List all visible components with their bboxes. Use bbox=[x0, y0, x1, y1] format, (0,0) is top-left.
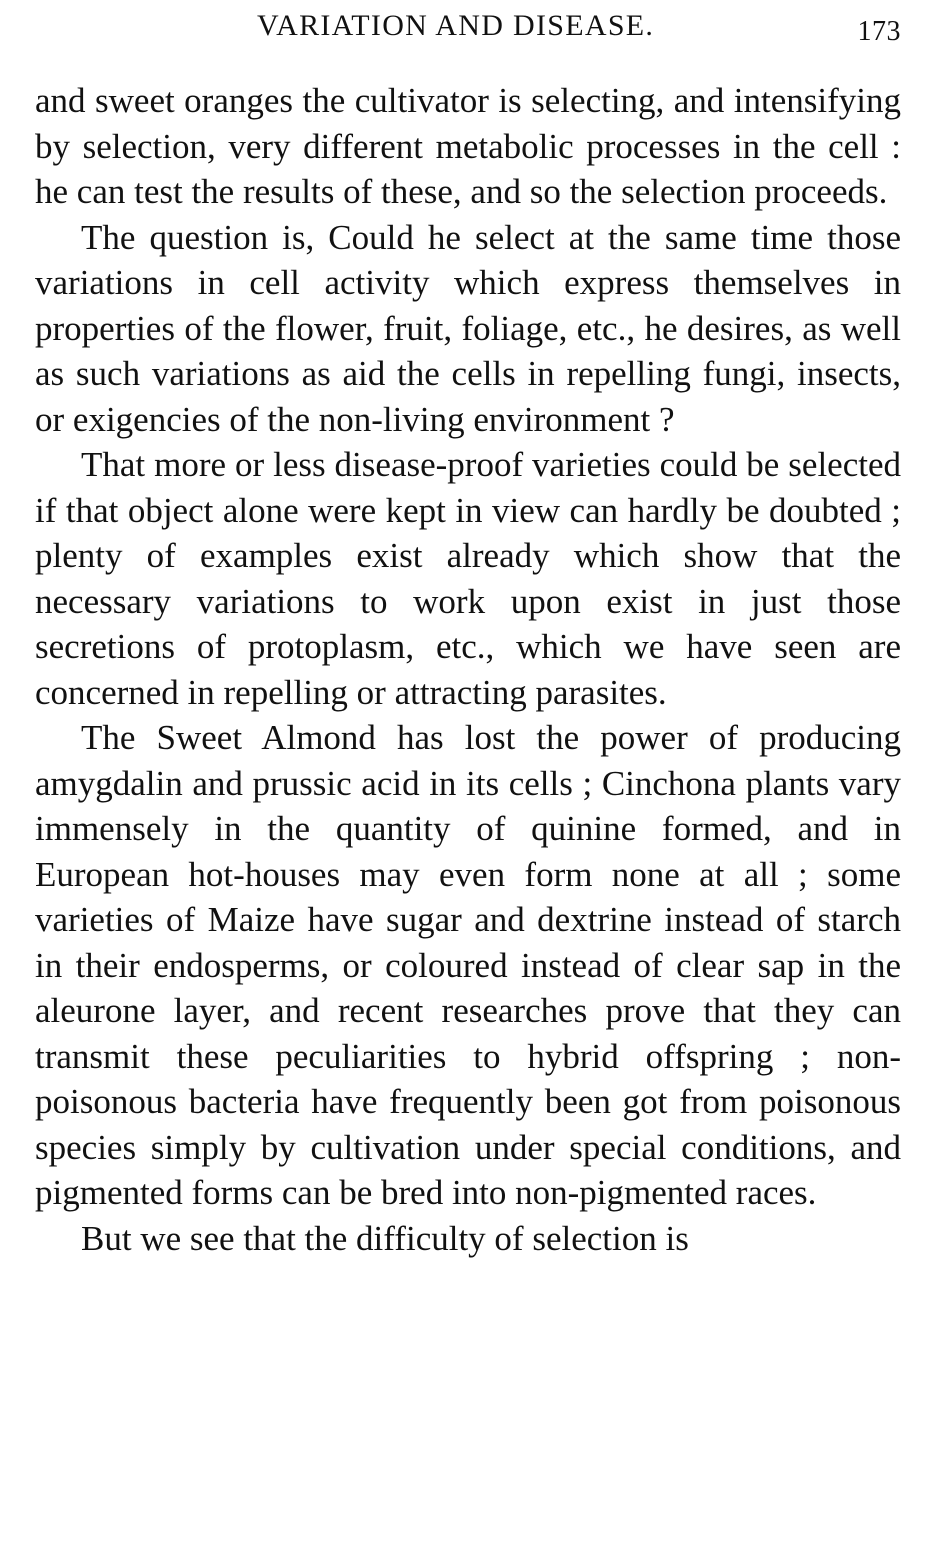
paragraph-disease-proof-varieties: That more or less disease-proof varieties could be selected if that object alone were kept in view can hardly be doubted ; plenty of examples exist already which show that the necessary variations to work upon exist in just those secretions of protoplasm, etc., which we have seen are concerned in repelling or attracting parasites. bbox=[35, 445, 901, 712]
page-header bbox=[35, 0, 901, 70]
body-text bbox=[35, 78, 901, 1261]
paragraph-question: The question is, Could he select at the same time those variations in cell activity which express themselves in properties of the flower, fruit, foliage, etc., he desires, as well as such variations as aid the cells in repelling fungi, insects, or exigencies of the non-living environment ? bbox=[35, 217, 901, 439]
paragraph-continuation: and sweet oranges the cultivator is selecting, and intensifying by selection, very different metabolic processes in the cell : he can test the results of these, and so the selection proceeds. bbox=[35, 81, 901, 211]
book-page bbox=[35, 0, 901, 1558]
page-number: 173 bbox=[857, 16, 901, 47]
running-head: VARIATION AND DISEASE. bbox=[257, 9, 655, 42]
paragraph-sweet-almond-examples: The Sweet Almond has lost the power of producing amygdalin and prussic acid in its cells ; Cinchona plants vary immensely in the quantity of quinine formed, and in European hot-houses may even form none at all ; some varieties of Maize have sugar and dextrine instead of starch in their endosperms, or coloured instead of clear sap in the aleurone layer, and recent researches prove that they can transmit these peculiarities to hybrid offspring ; non-poisonous bacteria have frequently been got from poisonous species simply by cultivation under special conditions, and pigmented forms can be bred into non-pigmented races. bbox=[35, 718, 901, 1212]
paragraph-selection-difficulty: But we see that the difficulty of selection is bbox=[81, 1218, 689, 1258]
